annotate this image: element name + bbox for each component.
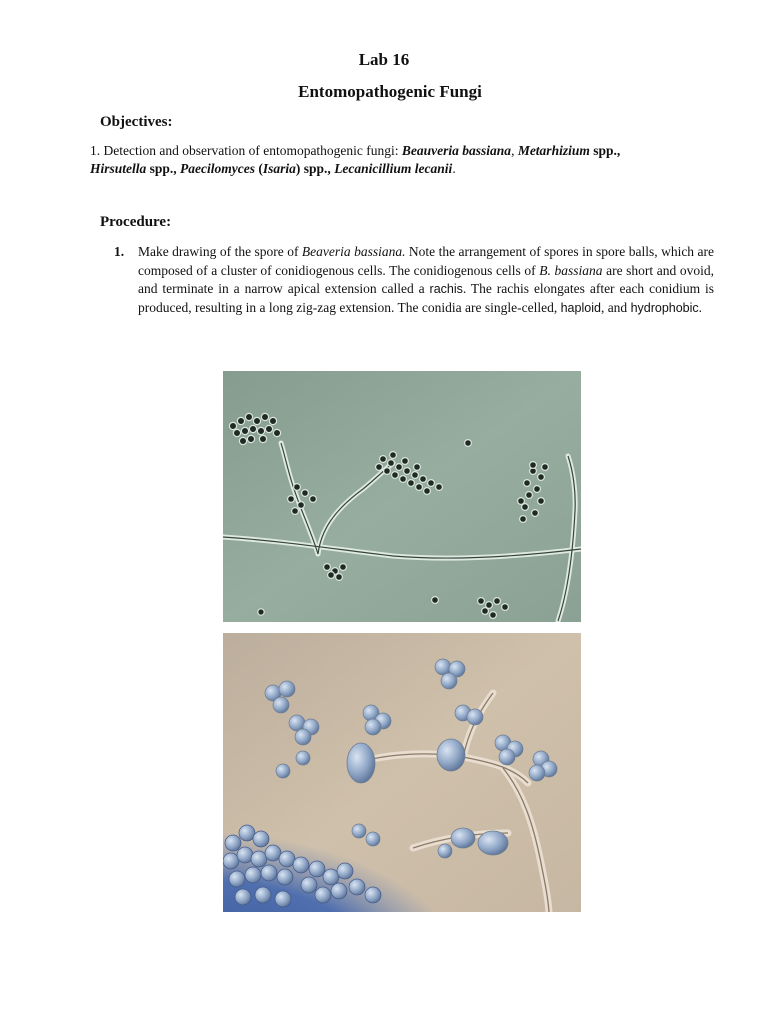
objective-item: 1. Detection and observation of entomopathogenic fungi: Beauveria bassiana, Metarhizium spp., Hirsutella spp., Paecilomyces (Isaria) spp., Lecanicillium lecanii. <box>90 143 621 176</box>
procedure-number: 1. <box>114 244 125 259</box>
procedure-heading: Procedure: <box>100 214 172 230</box>
species-name: Hirsutella <box>90 161 147 176</box>
species-name: Beauveria bassiana <box>401 143 512 158</box>
objectives-heading: Objectives: <box>100 114 173 130</box>
species-name: Paecilomyces <box>180 161 256 176</box>
objective-intro: Detection and observation of entomopathogenic fungi: <box>103 143 399 158</box>
species-name: Beaveria bassiana. <box>301 244 406 259</box>
procedure-item <box>114 243 714 317</box>
term-hydrophobic: hydrophobic <box>630 300 699 315</box>
term-rachis: rachis <box>429 282 463 296</box>
objective-number: 1. <box>90 143 101 158</box>
spp-label: spp., <box>149 161 177 176</box>
micrograph-phase-contrast <box>223 371 581 622</box>
micrograph-2-image <box>223 633 581 912</box>
page-subtitle: Entomopathogenic Fungi <box>298 82 482 101</box>
spp-label: spp., <box>303 161 331 176</box>
species-name: Metarhizium <box>517 143 590 158</box>
micrograph-dic <box>223 633 581 912</box>
species-name: B. bassiana <box>539 262 603 278</box>
spp-label: spp., <box>593 143 621 158</box>
term-haploid: haploid <box>560 300 601 315</box>
procedure-text: Make drawing of the spore of Beaveria bassiana. Note the arrangement of spores in spore balls, which are composed of a cluster of conidiogenous cells. The conidiogenous cells of B. bassiana are short and ovoid, and terminate in a narrow apical extension called a rachis. The rachis elongates after each conidium is produced, resulting in a long zig-zag extension. The conidia are single-celled, haploid, and hydrophobic. <box>138 244 714 315</box>
page-title: Lab 16 <box>358 50 410 69</box>
micrograph-1-image <box>223 371 581 622</box>
species-name: Isaria <box>262 161 296 176</box>
species-name: Lecanicillium lecanii <box>334 161 453 176</box>
